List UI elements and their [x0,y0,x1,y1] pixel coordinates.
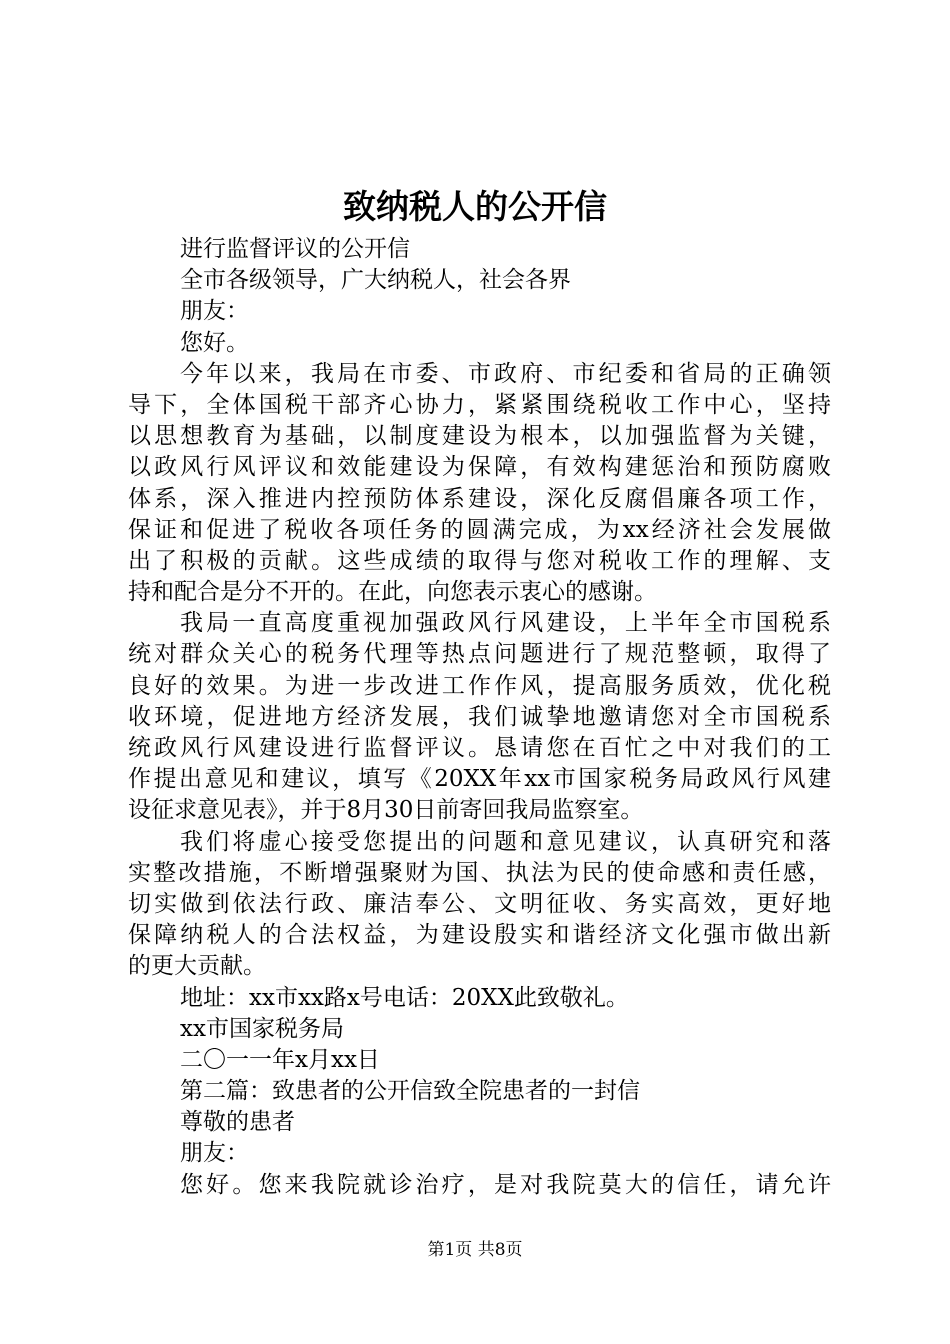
text-line: 第二篇：致患者的公开信致全院患者的一封信 [180,1078,640,1105]
text-line: 二〇一一年x月xx日 [180,1046,380,1073]
text-line: 的更大贡献。 [128,953,266,980]
document-body [128,234,831,1201]
page-number: 第1页 共8页 [427,1240,523,1260]
text-line: 良好的效果。为进一步改进工作作风，提高服务质效，优化税 [128,672,831,699]
text-line: 地址：xx市xx路x号电话：20XX此致敬礼。 [180,984,629,1011]
text-line: 实整改措施，不断增强聚财为国、执法为民的使命感和责任感， [128,859,831,886]
page-title: 致纳税人的公开信 [343,187,607,226]
text-line: 以思想教育为基础，以制度建设为根本，以加强监督为关键， [128,423,831,450]
text-line: 保证和促进了税收各项任务的圆满完成，为xx经济社会发展做 [128,516,831,543]
text-line: 保障纳税人的合法权益，为建设殷实和谐经济文化强市做出新 [128,922,831,949]
text-line: 朋友： [180,298,249,325]
text-line: 统政风行风建设进行监督评议。恳请您在百忙之中对我们的工 [128,735,831,761]
text-line: 作提出意见和建议，填写《20XX年xx市国家税务局政风行风建 [128,766,831,793]
text-line: 进行监督评议的公开信 [180,236,410,262]
text-line: 导下，全体国税干部齐心协力，紧紧围绕税收工作中心，坚持 [128,391,831,418]
text-line: 朋友： [180,1140,249,1167]
text-line: 以政风行风评议和效能建设为保障，有效构建惩治和预防腐败 [128,454,831,481]
text-line: 您好。 [180,329,249,356]
text-line: 体系，深入推进内控预防体系建设，深化反腐倡廉各项工作， [128,485,831,512]
text-line: 收环境，促进地方经济发展，我们诚挚地邀请您对全市国税系 [128,703,831,730]
text-line: 统对群众关心的税务代理等热点问题进行了规范整顿，取得了 [128,641,831,668]
text-line: 今年以来，我局在市委、市政府、市纪委和省局的正确领 [180,360,831,387]
text-line: 持和配合是分不开的。在此，向您表示衷心的感谢。 [128,579,657,606]
text-line: xx市国家税务局 [180,1015,344,1042]
text-line: 您好。您来我院就诊治疗，是对我院莫大的信任，请允许 [180,1171,831,1198]
text-line: 尊敬的患者 [180,1109,295,1136]
text-line: 全市各级领导，广大纳税人，社会各界 [180,267,571,294]
text-line: 设征求意见表》，并于8月30日前寄回我局监察室。 [128,797,644,824]
text-line: 我们将虚心接受您提出的问题和意见建议，认真研究和落 [180,828,831,855]
text-line: 切实做到依法行政、廉洁奉公、文明征收、务实高效，更好地 [128,890,831,917]
text-line: 我局一直高度重视加强政风行风建设，上半年全市国税系 [180,610,831,637]
text-line: 出了积极的贡献。这些成绩的取得与您对税收工作的理解、支 [128,547,831,574]
